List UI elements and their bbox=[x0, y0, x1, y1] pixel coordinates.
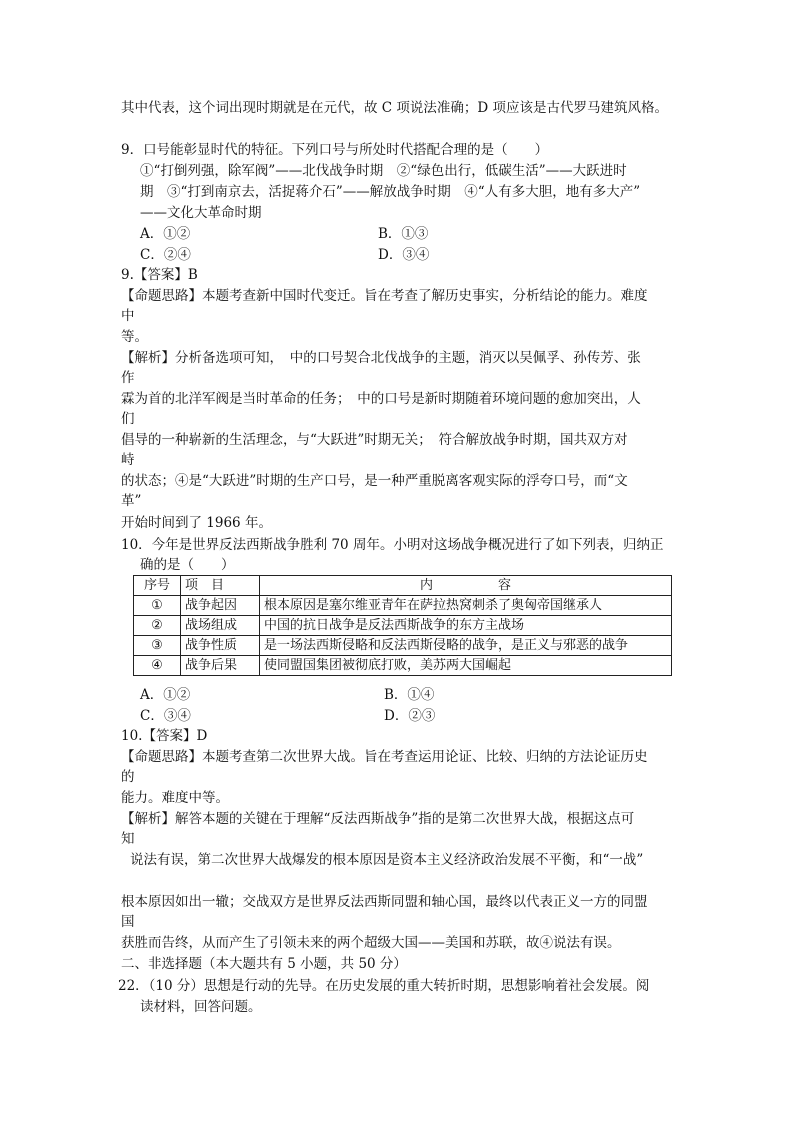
q9-analysis-line2: 作 bbox=[121, 370, 135, 386]
q9-stem: 9．口号能彰显时代的特征。下列口号与所处时代搭配合理的是（ ） bbox=[121, 142, 549, 158]
q22-line1: 22．（10 分）思想是行动的先导。在历史发展的重大转折时期，思想影响着社会发展。阅 bbox=[118, 978, 650, 994]
q9-analysis-line1: 【解析】分析备选项可知， 中的口号契合北伐战争的主题，消灭以吴佩孚、孙传芳、张 bbox=[121, 350, 641, 366]
table-row bbox=[134, 656, 672, 676]
table-header-row bbox=[134, 576, 672, 596]
q9-analysis-line8: 革” bbox=[121, 493, 142, 509]
q9-slogans-line2: 期 ③“打到南京去，活捉蒋介石”——解放战争时期 ④“人有多大胆，地有多大产” bbox=[140, 184, 641, 200]
row-item: 战争后果 bbox=[181, 656, 260, 676]
q10-idea-line2: 的 bbox=[121, 769, 135, 785]
q10-stem-line1: 10．今年是世界反法西斯战争胜利 70 周年。小明对这场战争概况进行了如下列表，归纳正 bbox=[121, 537, 664, 553]
section-heading: 二、非选择题（本大题共有 5 小题，共 50 分） bbox=[121, 956, 407, 972]
q9-idea-line1: 【命题思路】本题考查新中国时代变迁。旨在考查了解历史事实，分析结论的能力。难度 bbox=[121, 288, 648, 304]
q9-slogans-line1: ①“打倒列强，除军阀”——北伐战争时期 ②“绿色出行，低碳生活”——大跃进时 bbox=[140, 163, 627, 179]
q10-analysis-line6: 获胜而告终，从而产生了引领未来的两个超级大国——美国和苏联，故④说法有误。 bbox=[121, 935, 621, 951]
header-item: 项 目 bbox=[181, 576, 260, 596]
row-no: ③ bbox=[134, 636, 181, 656]
table-row bbox=[134, 636, 672, 656]
q9-analysis-line3: 霖为首的北洋军阀是当时革命的任务； 中的口号是新时期随着环境问题的愈加突出，人 bbox=[121, 391, 641, 407]
q10-option-c: C．③④ bbox=[140, 708, 191, 724]
row-no: ④ bbox=[134, 656, 181, 676]
q10-analysis-line3: 说法有误，第二次世界大战爆发的根本原因是资本主义经济政治发展不平衡，和“一战” bbox=[130, 852, 644, 868]
row-no: ① bbox=[134, 596, 181, 616]
q9-option-c: C．②④ bbox=[140, 247, 191, 263]
q10-option-a: A．①② bbox=[140, 687, 191, 703]
q9-analysis-line7: 的状态；④是“大跃进”时期的生产口号，是一种严重脱离客观实际的浮夸口号，而“文 bbox=[121, 473, 628, 489]
q9-slogans-line3: ——文化大革命时期 bbox=[140, 205, 262, 221]
row-item: 战场组成 bbox=[181, 616, 260, 636]
q10-answer: 10.【答案】D bbox=[121, 728, 208, 744]
row-content: 使同盟国集团被彻底打败，美苏两大国崛起 bbox=[260, 656, 672, 676]
row-content: 中国的抗日战争是反法西斯战争的东方主战场 bbox=[260, 616, 672, 636]
prev-answer-tail: 其中代表，这个词出现时期就是在元代，故 C 项说法准确；D 项应该是古代罗马建筑风格。 bbox=[121, 100, 669, 116]
q9-option-b: B．①③ bbox=[378, 226, 429, 242]
q10-analysis-line5: 国 bbox=[121, 914, 135, 930]
q10-idea-line3: 能力。难度中等。 bbox=[121, 790, 229, 806]
row-item: 战争性质 bbox=[181, 636, 260, 656]
header-no: 序号 bbox=[134, 576, 181, 596]
q10-option-b: B．①④ bbox=[384, 687, 435, 703]
q9-answer: 9.【答案】B bbox=[121, 267, 198, 283]
q9-analysis-line4: 们 bbox=[121, 411, 135, 427]
q9-analysis-line6: 峙 bbox=[121, 452, 135, 468]
table-row bbox=[134, 616, 672, 636]
q9-idea-line3: 等。 bbox=[121, 329, 148, 345]
q9-option-a: A．①② bbox=[140, 226, 191, 242]
q10-stem-line2: 确的是（ ） bbox=[140, 557, 235, 573]
q10-idea-line1: 【命题思路】本题考查第二次世界大战。旨在考查运用论证、比较、归纳的方法论证历史 bbox=[121, 749, 648, 765]
header-content: 内 容 bbox=[260, 576, 672, 596]
q9-option-d: D．③④ bbox=[378, 247, 430, 263]
row-content: 是一场法西斯侵略和反法西斯侵略的战争，是正义与邪恶的战争 bbox=[260, 636, 672, 656]
q10-analysis-line2: 知 bbox=[121, 831, 135, 847]
q9-analysis-line5: 倡导的一种崭新的生活理念，与“大跃进”时期无关； 符合解放战争时期，国共双方对 bbox=[121, 432, 628, 448]
row-item: 战争起因 bbox=[181, 596, 260, 616]
q9-analysis-line9: 开始时间到了 1966 年。 bbox=[121, 515, 272, 531]
war-summary-table bbox=[133, 575, 672, 676]
table-row bbox=[134, 596, 672, 616]
q9-idea-line2: 中 bbox=[121, 308, 135, 324]
q10-option-d: D．②③ bbox=[384, 708, 436, 724]
q10-analysis-line1: 【解析】解答本题的关键在于理解“反法西斯战争”指的是第二次世界大战，根据这点可 bbox=[121, 811, 635, 827]
row-no: ② bbox=[134, 616, 181, 636]
row-content: 根本原因是塞尔维亚青年在萨拉热窝刺杀了奥匈帝国继承人 bbox=[260, 596, 672, 616]
q22-line2: 读材料，回答问题。 bbox=[140, 999, 262, 1015]
q10-analysis-line4: 根本原因如出一辙；交战双方是世界反法西斯同盟和轴心国，最终以代表正义一方的同盟 bbox=[121, 894, 648, 910]
